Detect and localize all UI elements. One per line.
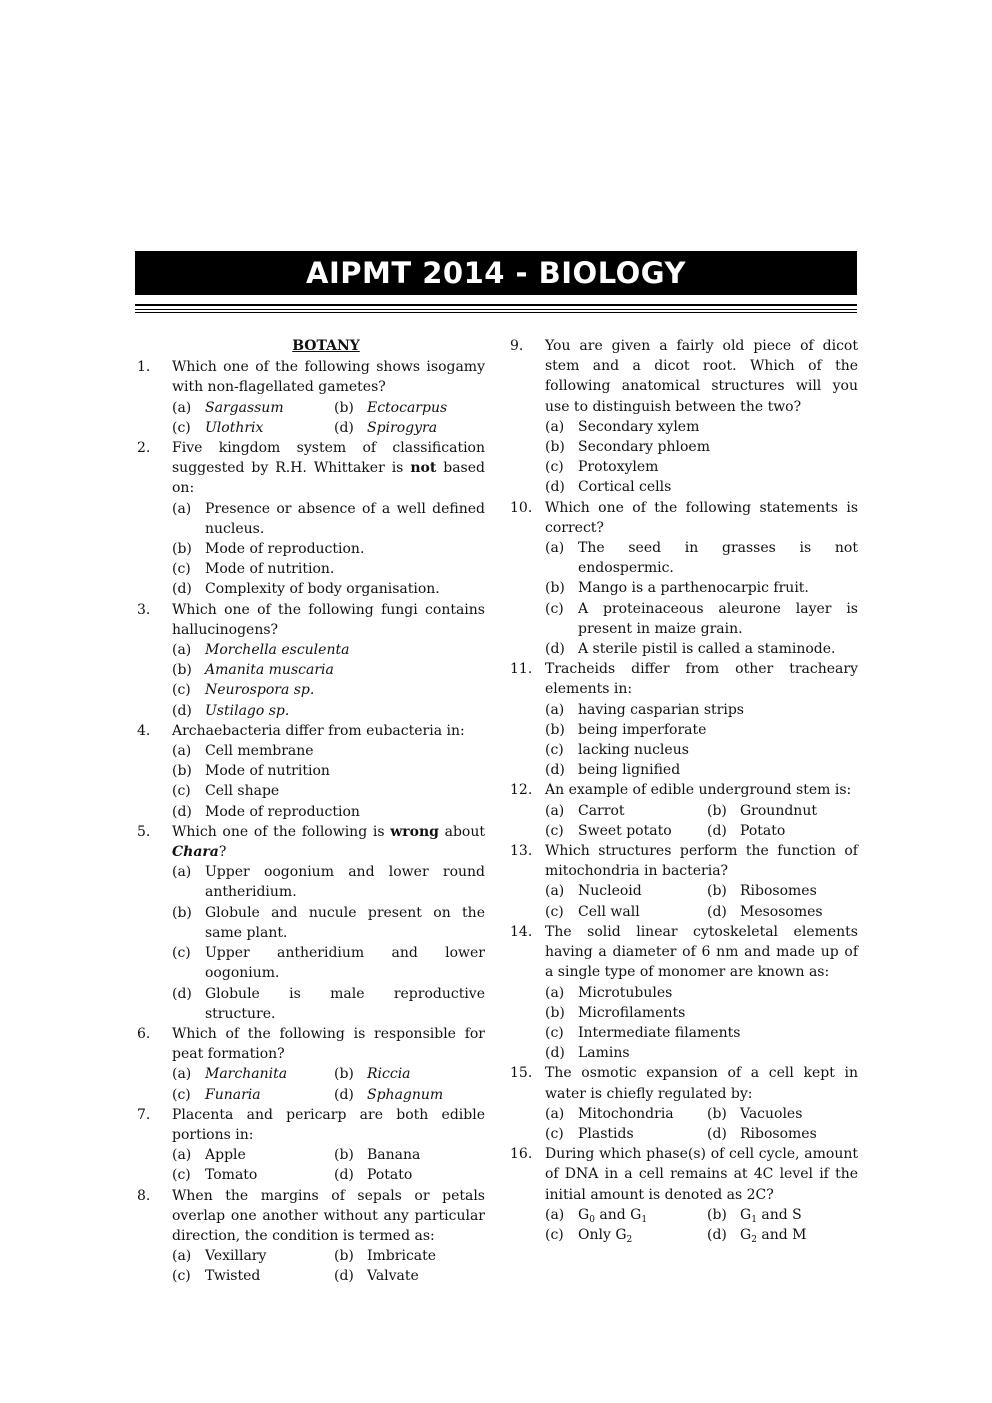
option-a[interactable]: (a) Sargassum — [172, 399, 284, 416]
question-number: 15. — [510, 1065, 533, 1082]
question-number: 3. — [137, 601, 151, 618]
question-number: 6. — [137, 1025, 151, 1042]
page-title: AIPMT 2014 - BIOLOGY — [306, 256, 686, 290]
left-column — [137, 336, 485, 1287]
question-number: 10. — [510, 499, 533, 516]
question-number: 16. — [510, 1146, 533, 1163]
option-b[interactable]: (b) Amanita muscaria — [172, 662, 334, 679]
option-d[interactable]: (d) Spirogyra — [334, 419, 438, 436]
question-number: 7. — [137, 1106, 151, 1123]
question-text: Five kingdom system of classification suggested by R.H. Whittaker is not based on: — [172, 440, 485, 497]
question-4 — [137, 721, 485, 822]
option-d[interactable]: (d) Ustilago sp. — [172, 702, 290, 719]
question-text: Archaebacteria differ from eubacteria in: — [172, 722, 465, 739]
option-a[interactable]: (a) Nucleoid — [545, 883, 642, 900]
question-text: Placenta and pericarp are both edible portions in: — [172, 1106, 485, 1143]
question-16 — [510, 1144, 858, 1245]
option-b[interactable]: (b) Ectocarpus — [334, 399, 448, 416]
question-number: 14. — [510, 923, 533, 940]
option-b[interactable]: (b) Groundnut — [707, 802, 817, 819]
option-d[interactable]: (d) Mode of reproduction — [172, 803, 360, 820]
option-b[interactable]: (b) Mode of nutrition — [172, 763, 330, 780]
option-c[interactable]: (c) Intermediate filaments — [545, 1024, 741, 1041]
question-8 — [137, 1186, 485, 1287]
option-d[interactable]: (d) Potato — [334, 1167, 413, 1184]
option-a[interactable]: (a) Vexillary — [172, 1248, 267, 1265]
option-b[interactable]: (b) Mango is a parthenocarpic fruit. — [545, 580, 809, 597]
option-c[interactable]: (c) Sweet potato — [545, 822, 672, 839]
question-15 — [510, 1063, 858, 1144]
question-number: 4. — [137, 722, 151, 739]
section-title: BOTANY — [292, 338, 360, 354]
question-number: 8. — [137, 1187, 151, 1204]
divider-rule — [135, 309, 857, 310]
question-text: The osmotic expansion of a cell kept in water is chiefly regulated by: — [545, 1065, 858, 1102]
divider-rule — [135, 312, 857, 313]
question-10 — [510, 498, 858, 660]
right-column — [510, 336, 858, 1245]
option-d[interactable]: (d) being lignified — [545, 762, 681, 779]
question-11 — [510, 659, 858, 780]
option-b[interactable]: (b) Imbricate — [334, 1248, 437, 1265]
option-b[interactable]: (b) Microfilaments — [545, 1004, 686, 1021]
option-d[interactable]: (d) $G_2$ and M — [707, 1226, 807, 1245]
option-a[interactable]: (a) Mitochondria — [545, 1105, 674, 1122]
question-text: During which phase(s) of cell cycle, amount of DNA in a cell remains at 4C level if the initial amount is denoted as 2C? — [545, 1146, 858, 1203]
option-b[interactable]: (b) Secondary phloem — [545, 439, 710, 456]
question-text: Tracheids differ from other tracheary elements in: — [545, 661, 858, 698]
option-d[interactable]: (d) Complexity of body organisation. — [172, 581, 440, 598]
question-number: 2. — [137, 440, 151, 457]
question-13 — [510, 841, 858, 922]
question-text: The solid linear cytoskeletal elements having a diameter of 6 nm and made up of a single type of monomer are known as: — [545, 923, 858, 981]
option-d[interactable]: (d) Sphagnum — [334, 1086, 444, 1103]
option-a[interactable]: (a) Cell membrane — [172, 743, 314, 760]
question-text: An example of edible underground stem is: — [545, 782, 852, 799]
option-c[interactable]: (c) Plastids — [545, 1125, 634, 1142]
option-d[interactable]: (d) Ribosomes — [707, 1125, 817, 1142]
option-a[interactable]: (a) Morchella esculenta — [172, 642, 350, 659]
question-text: Which one of the following statements is correct? — [545, 499, 858, 536]
option-b[interactable]: (b) Banana — [334, 1147, 421, 1164]
question-text: Which one of the following fungi contains hallucinogens? — [172, 601, 485, 638]
option-a[interactable]: (a) Carrot — [545, 802, 625, 819]
option-c[interactable]: (c) A proteinaceous aleurone layer is present in maize grain. — [545, 600, 858, 637]
divider-rule — [135, 304, 857, 306]
question-6 — [137, 1024, 485, 1105]
question-number: 11. — [510, 661, 533, 678]
option-d[interactable]: (d) A sterile pistil is called a staminode. — [545, 641, 836, 658]
option-b[interactable]: (b) Mode of reproduction. — [172, 541, 365, 558]
question-9 — [510, 336, 858, 498]
question-number: 12. — [510, 782, 533, 799]
option-a[interactable]: (a) $G_0$ and $G_1$ — [545, 1206, 648, 1225]
question-2 — [137, 438, 485, 600]
question-text: Which one of the following is wrong about Chara? — [172, 823, 485, 861]
option-c[interactable]: (c) lacking nucleus — [545, 742, 689, 759]
option-a[interactable]: (a) The seed in grasses is not endospermic. — [545, 540, 858, 577]
option-c[interactable]: (c) Protoxylem — [545, 459, 659, 476]
option-b[interactable]: (b) Globule and nucule present on the same plant. — [172, 904, 485, 941]
option-c[interactable]: (c) Funaria — [172, 1086, 261, 1103]
question-5 — [137, 822, 485, 1024]
option-a[interactable]: (a) Upper oogonium and lower round antheridium. — [172, 864, 485, 901]
option-c[interactable]: (c) Only $G_2$ — [545, 1226, 633, 1245]
option-b[interactable]: (b) being imperforate — [545, 721, 707, 738]
option-d[interactable]: (d) Cortical cells — [545, 479, 672, 496]
option-c[interactable]: (c) Mode of nutrition. — [172, 561, 335, 578]
question-number: 1. — [137, 359, 151, 376]
option-c[interactable]: (c) Ulothrix — [172, 419, 264, 436]
option-a[interactable]: (a) having casparian strips — [545, 701, 744, 718]
question-number: 9. — [510, 338, 524, 354]
question-text: Which structures perform the function of mitochondria in bacteria? — [545, 843, 858, 880]
question-number: 13. — [510, 843, 533, 860]
option-b[interactable]: (b) Riccia — [334, 1066, 411, 1083]
option-c[interactable]: (c) Upper antheridium and lower oogonium. — [172, 945, 485, 982]
option-b[interactable]: (b) Vacuoles — [707, 1105, 803, 1122]
page-title-banner — [135, 251, 857, 295]
option-d[interactable]: (d) Globule is male reproductive structure. — [172, 985, 485, 1022]
option-d[interactable]: (d) Potato — [707, 822, 786, 839]
option-c[interactable]: (c) Cell wall — [545, 903, 640, 920]
option-c[interactable]: (c) Neurospora sp. — [172, 682, 315, 699]
option-c[interactable]: (c) Twisted — [172, 1268, 261, 1285]
question-12 — [510, 780, 858, 841]
question-3 — [137, 600, 485, 721]
question-number: 5. — [137, 823, 151, 840]
option-b[interactable]: (b) $G_1$ and S — [707, 1206, 802, 1225]
question-text: When the margins of sepals or petals overlap one another without any particular direction, the condition is termed as: — [172, 1187, 485, 1244]
question-1 — [137, 357, 485, 438]
option-c[interactable]: (c) Tomato — [172, 1167, 258, 1184]
question-text: You are given a fairly old piece of dicot stem and a dicot root. Which of the following anatomical structures will you use to distinguish between the two? — [545, 338, 858, 415]
option-d[interactable]: (d) Mesosomes — [707, 903, 823, 920]
option-c[interactable]: (c) Cell shape — [172, 783, 280, 800]
option-a[interactable]: (a) Microtubules — [545, 984, 673, 1001]
option-a[interactable]: (a) Secondary xylem — [545, 418, 700, 435]
option-a[interactable]: (a) Marchanita — [172, 1066, 288, 1083]
option-d[interactable]: (d) Lamins — [545, 1045, 630, 1062]
question-text: Which one of the following shows isogamy with non-flagellated gametes? — [172, 359, 485, 396]
option-a[interactable]: (a) Apple — [172, 1147, 246, 1164]
option-d[interactable]: (d) Valvate — [334, 1268, 419, 1285]
option-b[interactable]: (b) Ribosomes — [707, 883, 817, 900]
question-7 — [137, 1105, 485, 1186]
question-text: Which of the following is responsible for peat formation? — [172, 1025, 485, 1063]
option-a[interactable]: (a) Presence or absence of a well defined nucleus. — [172, 500, 485, 537]
question-14 — [510, 922, 858, 1063]
